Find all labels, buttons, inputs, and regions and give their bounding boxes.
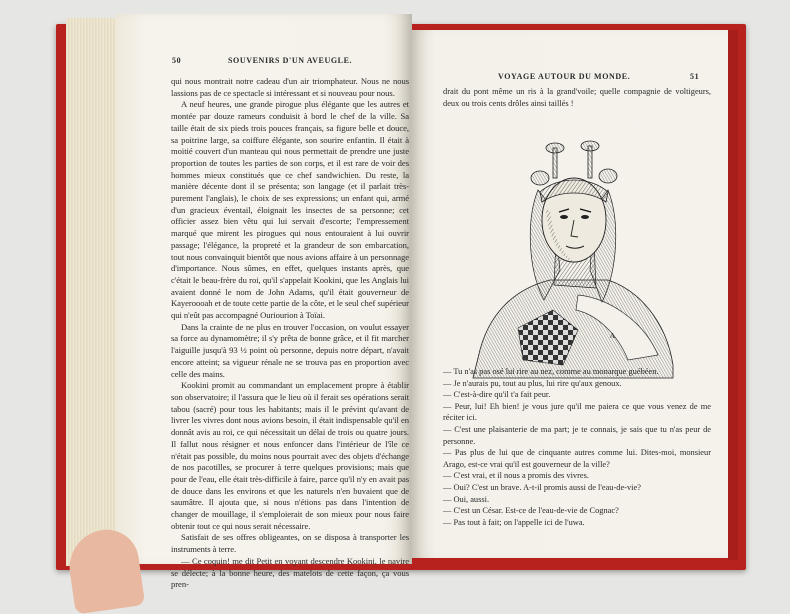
dialogue-line: — C'est vrai, et il nous a promis des vivres. (443, 471, 589, 481)
left-paragraph: qui nous montrait notre cadeau d'un air triomphateur. Nous ne nous lassions pas de ce spectacle si intéressant et si nouveau pour nous. (171, 76, 409, 98)
dialogue-line: — Pas plus de lui que de cinquante autres comme lui. Dites-moi, monsieur Arago, est-ce vrai qu'il est gouverneur de la ville? (443, 448, 711, 469)
left-paragraph: A neuf heures, une grande pirogue plus élégante que les autres et montée par douze rameurs conduisit à bord le chef de la ville. Sa taille était de six pieds trois pouces français, sa figure belle et douce, sa poitrine large, sa coiffure élégante, son sourire enfantin. Il était à moitié couvert d'un manteau qui nous permettait de prendre une juste proportion de toutes les parties de son corps, et il est rare de voir des hommes mieux constitués que ce chef sandwichien. Du reste, la manière décente dont il se présenta; son langage (et il parlait très-purement l'anglais), le choix de ses expressions; un enfant qui, armé d'un gracieux éventail, éloignait les insectes de sa personne; cet officier assez bien vêtu qui lui servait d'escorte; l'empressement marqué que mirent les pirogues qui nous entouraient à lui ouvrir passage; l'élégance, la propreté et la grandeur de son embarcation, tout nous convainquit bientôt que nous avions affaire à un personnage d'importance. Nous sûmes, en effet, quelques instants après, que c'était le beau-frère du roi, qu'il s'appelait Kookini, que les Anglais lui avaient donné le nom de John Adams, qu'il était gouverneur de Kayeroooah et de toute cette partie de la côte, et le seul chef supérieur qui n'eût pas accompagné Ouriourion à Toïai. (171, 99, 409, 321)
left-page (116, 14, 412, 590)
cover-edge (728, 30, 738, 560)
right-page-number: 51 (690, 72, 700, 81)
right-running-head: VOYAGE AUTOUR DU MONDE. (498, 72, 631, 81)
right-dialogue (443, 366, 711, 528)
dialogue-line: — Oui? C'est un brave. A-t-il promis aussi de l'eau-de-vie? (443, 482, 641, 492)
dialogue-line: — C'est-à-dire qu'il t'a fait peur. (443, 390, 551, 400)
dialogue-line: — Oui, aussi. (443, 494, 490, 504)
left-page-text (171, 76, 409, 591)
dialogue-line: — C'est un César. Est-ce de l'eau-de-vie de Cognac? (443, 506, 619, 516)
dialogue-line: — C'est une plaisanterie de ma part; je te connais, je sais que tu n'as peur de personne. (443, 424, 711, 446)
dialogue-line: — Pas tout à fait; on l'appelle ici de l'uwa. (443, 517, 585, 527)
left-paragraph: — Ce coquin! me dit Petit en voyant descendre Kookini, le navire se délecte; à la bonne heure, des matelots de cette façon, ça vous pren- (171, 555, 409, 590)
left-running-head: SOUVENIRS D'UN AVEUGLE. (228, 56, 353, 65)
right-page (410, 30, 728, 558)
dialogue-line: — Je n'aurais pu, tout au plus, lui rire qu'aux genoux. (443, 378, 622, 388)
dialogue-line: — Peur, lui! Eh bien! je vous jure qu'il me paiera ce que vous venez de me réciter ici. (443, 401, 711, 423)
right-paragraph: drait du pont même un ris à la grand'voile; quelle compagnie de voltigeurs, deux ou trois cents drôles ainsi taillés ! (443, 87, 711, 108)
dialogue-line: — Tu n'as pas osé lui rire au nez, comme au monarque guébéen. (443, 367, 659, 376)
left-paragraph: Kookini promit au commandant un emplacement propre à établir son observatoire; il l'assura que le lieu où il ferait ses opérations serait tabou (sacré) pour tous les habitants; mais il le prévint qu'avant de livrer les vivres dont nous avions besoin, il était indispensable qu'il en donnât avis au roi, ce qui nécessitait un délai de trois ou quatre jours. Il fallut nous résigner et nous enfoncer dans l'intérieur de l'île ce n'était pas possible, du moins nous pourrait avec des objets d'échange de nos pacotilles, se procurer à terre quelques provisions; mais que pour de l'eau, elle était très-difficile à faire, parce qu'il n'y en avait pas de douce dans les environs et que les naturels n'en buvaient que de saumâtre. Il ajouta que, si nous n'étions pas dans l'intention de changer de mouillage, il s'emploierait de son mieux pour nous faire obtenir tout ce qui nous serait nécessaire. (171, 380, 409, 531)
left-page-number: 50 (172, 56, 182, 65)
portrait-engraving (468, 120, 678, 378)
left-paragraph: Dans la crainte de ne plus en trouver l'occasion, on voulut essayer sa force au dynamomètre; il s'y prêta de bonne grâce, et il fit marcher l'aiguille jusqu'à 93 ½ point où personne, depuis notre départ, n'avait encore atteint; sa vigueur rénale ne se trouva pas en proportion avec celle des mains. (171, 321, 409, 379)
illustration-signature: A. (610, 332, 617, 340)
right-top-paragraph (443, 86, 711, 109)
left-paragraph: Satisfait de ses offres obligeantes, on se disposa à transporter les instruments à terre. (171, 532, 409, 555)
